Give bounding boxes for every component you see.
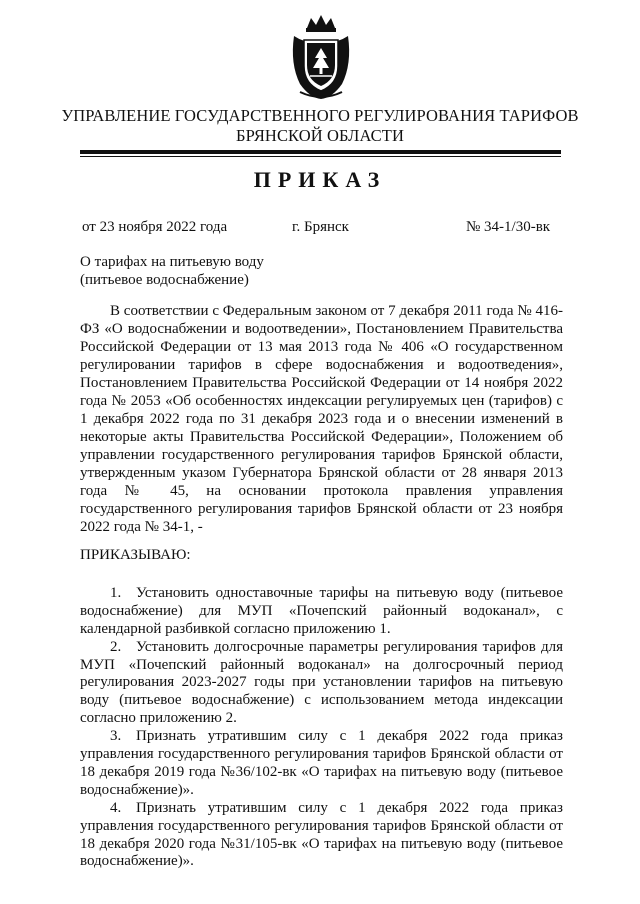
organization-name	[60, 106, 580, 146]
order-item-number: 4.	[110, 800, 122, 817]
order-item-text: Установить одноставочные тарифы на питьевую воду (питьевое водоснабжение) для МУП «Почепский районный водоканал», с календарной разбивкой согласно приложению 1.	[80, 585, 563, 637]
order-word: ПРИКАЗЫВАЮ:	[80, 547, 191, 563]
order-item	[80, 800, 563, 871]
document-subject	[80, 253, 380, 289]
order-items-list	[80, 585, 563, 872]
order-item-number: 2.	[110, 638, 122, 655]
header-divider-thin	[80, 156, 561, 157]
document-title: ПРИКАЗ	[253, 167, 387, 192]
order-item-text: Установить долгосрочные параметры регулирования тарифов для МУП «Почепский районный водоканал» на долгосрочный период регулирования 2023-2027 годы при установлении тарифов на питьевую воду (питьевое водоснабжение) с использованием метода индексации согласно приложению 2.	[80, 638, 563, 727]
order-item-text: Признать утратившим силу с 1 декабря 2022 года приказ управления государственного регулирования тарифов Брянской области от 18 декабря 2019 года №36/102-вк «О тарифах на питьевую воду (питьевое водоснабжение)».	[80, 728, 563, 798]
order-item-number: 1.	[110, 585, 122, 601]
org-line-1: УПРАВЛЕНИЕ ГОСУДАРСТВЕННОГО РЕГУЛИРОВАНИЯ ТАРИФОВ	[61, 106, 579, 125]
order-item	[80, 639, 563, 728]
document-date: от 23 ноября 2022 года	[82, 219, 228, 235]
header-divider-thick	[80, 150, 561, 154]
org-line-2: БРЯНСКОЙ ОБЛАСТИ	[236, 126, 404, 145]
preamble-paragraph: В соответствии с Федеральным законом от 7 декабря 2011 года № 416-ФЗ «О водоснабжении и водоотведении», Постановлением Правительства Российской Федерации от 13 мая 2013 года № 406 «О государственном регулировании тарифов в сфере водоснабжения и водоотведения», Постановлением Правительства Российской Федерации от 14 ноября 2022 года № 2053 «Об особенностях индексации регулируемых цен (тарифов) с 1 декабря 2022 года по 31 декабря 2023 года и о внесении изменений в некоторые акты Правительства Российской Федерации», Положением об управлении государственного регулирования тарифов Брянской области, утвержденным указом Губернатора Брянской области от 28 января 2013 года № 45, на основании протокола правления управления государственного регулирования тарифов Брянской области от 23 ноября 2022 года № 34-1, -	[80, 303, 563, 535]
order-item-text: Признать утратившим силу с 1 декабря 2022 года приказ управления государственного регулирования тарифов Брянской области от 18 декабря 2020 года №31/105-вк «О тарифах на питьевую воду (питьевое водоснабжение)».	[80, 800, 563, 870]
document-city: г. Брянск	[292, 219, 349, 235]
order-item	[80, 585, 563, 638]
bryansk-coat-of-arms-icon	[286, 14, 356, 100]
document-number: № 34-1/30-вк	[466, 219, 551, 235]
order-item-number: 3.	[110, 728, 122, 745]
subject-line-2: (питьевое водоснабжение)	[80, 272, 249, 288]
subject-line-1: О тарифах на питьевую воду	[80, 254, 264, 270]
order-item	[80, 728, 563, 799]
